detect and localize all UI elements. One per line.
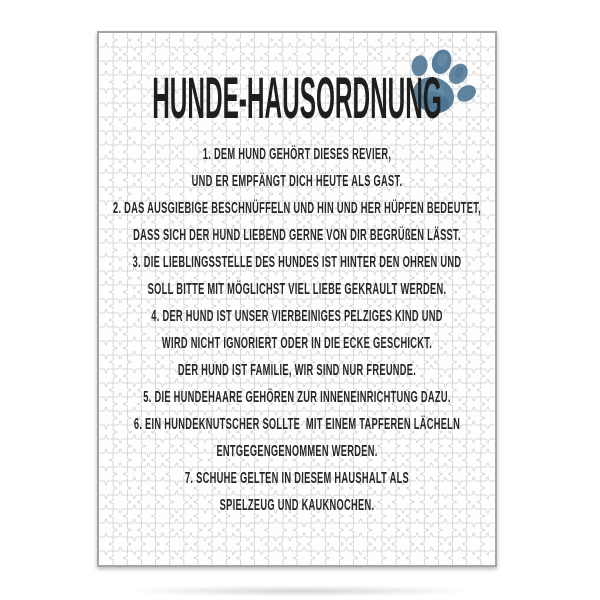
- rule-line: 2. DAS AUSGIEBIGE BESCHNÜFFELN UND HIN UND HER HÜPFEN BEDEUTET,: [112, 200, 482, 217]
- rule-line: DER HUND IST FAMILIE, WIR SIND NUR FREUNDE.: [177, 362, 417, 379]
- rule-line: 1. DEM HUND GEHÖRT DIESES REVIER,: [202, 146, 392, 163]
- drop-shadow: [55, 583, 545, 599]
- rule-line: SPIELZEUG UND KAUKNOCHEN.: [219, 497, 375, 514]
- rule-line: SOLL BITTE MIT MÖGLICHST VIEL LIEBE GEKRAULT WERDEN.: [147, 281, 447, 298]
- rule-line: 3. DIE LIEBLINGSSTELLE DES HUNDES IST HINTER DEN OHREN UND: [132, 254, 462, 271]
- jigsaw-puzzle-poster: [97, 31, 497, 567]
- rule-line: ENTGEGENGENOMMEN WERDEN.: [216, 443, 378, 460]
- rule-line: WIRD NICHT IGNORIERT ODER IN DIE ECKE GESCHICKT.: [161, 335, 433, 352]
- poster-title: HUNDE-HAUSORDNUNG: [152, 66, 442, 131]
- rule-line: DASS SICH DER HUND LIEBEND GERNE VON DIR BEGRÜßEN LÄSST.: [133, 227, 461, 244]
- rule-line: 6. EIN HUNDEKNUTSCHER SOLLTE MIT EINEM TAPFEREN LÄCHELN: [133, 416, 461, 433]
- rule-line: 7. SCHUHE GELTEN IN DIESEM HAUSHALT ALS: [184, 470, 410, 487]
- rule-line: 4. DER HUND IST UNSER VIERBEINIGES PELZIGES KIND UND: [151, 308, 443, 325]
- rule-line: 5. DIE HUNDEHAARE GEHÖREN ZUR INNENEINRICHTUNG DAZU.: [143, 389, 451, 406]
- rule-line: UND ER EMPFÄNGT DICH HEUTE ALS GAST.: [191, 173, 403, 190]
